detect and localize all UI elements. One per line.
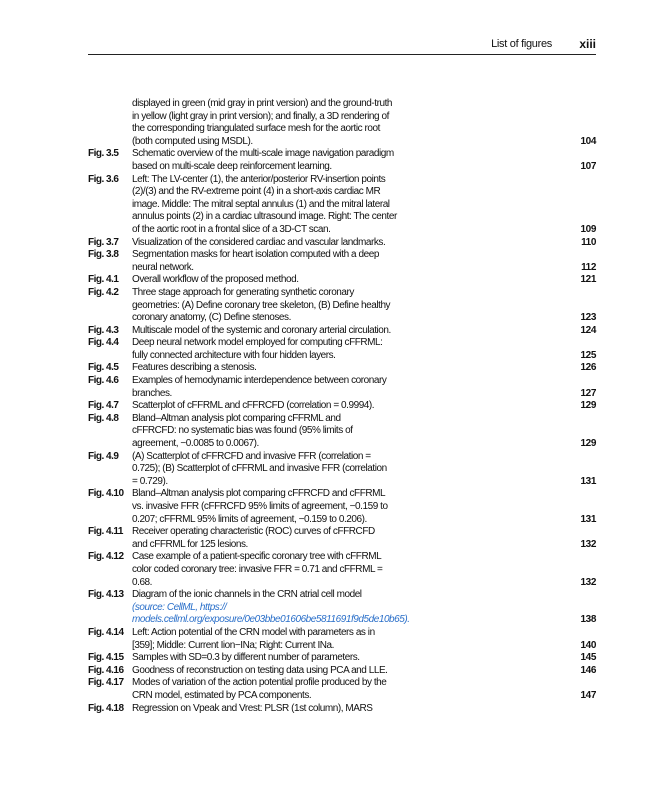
figure-label: Fig. 4.3 <box>88 324 119 336</box>
figure-label: Fig. 4.6 <box>88 375 119 387</box>
figure-label: Fig. 4.18 <box>88 702 124 714</box>
caption-line: Bland–Altman analysis plot comparing cFFRCFD and cFFRML <box>132 488 386 500</box>
caption-line: coronary anatomy, (C) Define stenoses. <box>132 312 291 324</box>
caption-line: (A) Scatterplot of cFFRCFD and invasive FFR (correlation = <box>132 450 371 462</box>
caption-line: Receiver operating characteristic (ROC) curves of cFFRCFD <box>132 526 375 538</box>
figure-page-number: 145 <box>580 652 596 664</box>
figure-entry <box>88 287 596 325</box>
figure-entry <box>88 274 596 287</box>
figure-entry <box>88 413 596 451</box>
figure-page-number: 132 <box>580 538 596 550</box>
figure-label: Fig. 3.5 <box>88 148 119 160</box>
figure-caption <box>132 174 422 237</box>
figure-caption <box>132 703 422 716</box>
figure-label: Fig. 3.6 <box>88 173 119 185</box>
header-rule <box>88 54 596 55</box>
figure-label: Fig. 3.7 <box>88 236 119 248</box>
caption-line: image. Middle: The mitral septal annulus (1) and the mitral lateral <box>132 198 390 210</box>
figure-page-number: 126 <box>580 362 596 374</box>
figure-label: Fig. 4.10 <box>88 488 124 500</box>
figure-label: Fig. 4.12 <box>88 551 124 563</box>
header-title: List of figures <box>491 38 552 50</box>
caption-line: Segmentation masks for heart isolation computed with a deep <box>132 249 379 261</box>
caption-line: [359]; Middle: Current Iion−INa; Right: Current INa. <box>132 639 334 651</box>
figure-entry <box>88 551 596 589</box>
caption-line: Three stage approach for generating synthetic coronary <box>132 286 354 298</box>
figure-entry <box>88 526 596 551</box>
figure-caption <box>132 627 422 652</box>
caption-line: color coded coronary tree: invasive FFR = 0.71 and cFFRML = <box>132 563 383 575</box>
figure-label: Fig. 4.11 <box>88 526 123 538</box>
figure-entry <box>88 362 596 375</box>
figure-caption <box>132 148 422 173</box>
figure-label: Fig. 4.8 <box>88 412 119 424</box>
figure-caption <box>132 287 422 325</box>
figure-caption <box>132 325 422 338</box>
caption-line: neural network. <box>132 261 194 273</box>
figure-page-number: 110 <box>581 236 596 248</box>
caption-line: 0.207; cFFRML 95% limits of agreement, −0.159 to 0.206). <box>132 513 367 525</box>
figure-caption <box>132 526 422 551</box>
figure-caption <box>132 362 422 375</box>
figure-page-number: 131 <box>580 513 596 525</box>
figure-page-number: 146 <box>580 664 596 676</box>
caption-line: annulus points (2) in a cardiac ultrasound image. Right: The center <box>132 211 397 223</box>
figure-label: Fig. 4.2 <box>88 286 119 298</box>
figure-label: Fig. 3.8 <box>88 249 119 261</box>
figure-page-number: 129 <box>580 438 596 450</box>
figure-page-number: 125 <box>580 349 596 361</box>
caption-line: displayed in green (mid gray in print version) and the ground-truth <box>132 98 393 109</box>
figure-entry <box>88 337 596 362</box>
figure-page-number: 129 <box>580 400 596 412</box>
figure-page-number: 112 <box>581 261 596 273</box>
figure-page-number: 147 <box>580 689 596 701</box>
caption-line: cFFRCFD: no systematic bias was found (95% limits of <box>132 425 353 437</box>
caption-line: Case example of a patient-specific coronary tree with cFFRML <box>132 551 382 563</box>
figure-caption <box>132 551 422 589</box>
figure-caption <box>132 488 422 526</box>
caption-line: Bland–Altman analysis plot comparing cFFRML and <box>132 412 341 424</box>
caption-line: Multiscale model of the systemic and coronary arterial circulation. <box>132 324 391 336</box>
figure-entry <box>88 400 596 413</box>
caption-line: the corresponding triangulated surface mesh for the aortic root <box>132 123 380 135</box>
figure-label: Fig. 4.5 <box>88 362 119 374</box>
figure-entry <box>88 665 596 678</box>
caption-line: in yellow (light gray in print version); and finally, a 3D rendering of <box>132 110 389 122</box>
figure-page-number: 109 <box>580 223 596 235</box>
figure-page-number: 123 <box>580 312 596 324</box>
figure-caption <box>132 400 422 413</box>
figure-entry <box>88 237 596 250</box>
figure-label: Fig. 4.15 <box>88 652 124 664</box>
caption-line: branches. <box>132 387 172 399</box>
figure-label: Fig. 4.7 <box>88 400 119 412</box>
figure-entry <box>88 375 596 400</box>
caption-line: 0.725); (B) Scatterplot of cFFRML and invasive FFR (correlation <box>132 463 387 475</box>
figure-caption <box>132 677 422 702</box>
caption-line: based on multi-scale deep reinforcement learning. <box>132 160 332 172</box>
caption-line: and cFFRML for 125 lesions. <box>132 538 248 550</box>
figure-label: Fig. 4.13 <box>88 589 124 601</box>
figure-caption <box>132 589 422 627</box>
figure-entry <box>88 677 596 702</box>
caption-line: (2)/(3) and the RV-extreme point (4) in a short-axis cardiac MR <box>132 186 381 198</box>
caption-line: Visualization of the considered cardiac and vascular landmarks. <box>132 236 386 248</box>
caption-line: = 0.729). <box>132 475 168 487</box>
figure-label: Fig. 4.17 <box>88 677 124 689</box>
figure-page-number: 107 <box>580 160 596 172</box>
caption-line: vs. invasive FFR (cFFRCFD 95% limits of agreement, −0.159 to <box>132 501 388 512</box>
caption-link-line[interactable]: (source: CellML, https:// <box>132 601 227 613</box>
figure-entry <box>88 249 596 274</box>
figure-page-number: 124 <box>580 324 596 336</box>
figure-caption <box>132 413 422 451</box>
figure-page-number: 121 <box>580 274 596 286</box>
figure-entry <box>88 148 596 173</box>
caption-line: Examples of hemodynamic interdependence between coronary <box>132 375 387 387</box>
figure-caption <box>132 98 422 148</box>
caption-link-line[interactable]: models.cellml.org/exposure/0e03bbe01606be5811691f9d5de10b65). <box>132 614 410 626</box>
caption-line: Modes of variation of the action potential profile produced by the <box>132 677 387 689</box>
figure-entry <box>88 703 596 716</box>
figure-page-number: 132 <box>580 576 596 588</box>
figure-caption <box>132 237 422 250</box>
figure-caption <box>132 652 422 665</box>
caption-line: Deep neural network model employed for computing cFFRML: <box>132 337 383 349</box>
figure-entry <box>88 627 596 652</box>
figure-entry <box>88 98 596 148</box>
caption-line: Samples with SD=0.3 by different number of parameters. <box>132 652 360 664</box>
figure-caption <box>132 665 422 678</box>
caption-line: Overall workflow of the proposed method. <box>132 274 299 286</box>
caption-line: agreement, −0.0085 to 0.0067). <box>132 438 259 450</box>
caption-line: Goodness of reconstruction on testing data using PCA and LLE. <box>132 664 388 676</box>
figure-caption <box>132 451 422 489</box>
caption-line: Features describing a stenosis. <box>132 362 257 374</box>
caption-line: (both computed using MSDL). <box>132 135 253 147</box>
caption-line: CRN model, estimated by PCA components. <box>132 689 312 701</box>
figure-page-number: 127 <box>580 387 596 399</box>
figure-page-number: 138 <box>580 614 596 626</box>
figure-label: Fig. 4.16 <box>88 664 124 676</box>
caption-line: of the aortic root in a frontal slice of a 3D-CT scan. <box>132 223 331 235</box>
list-of-figures <box>88 98 596 715</box>
figure-page-number: 140 <box>580 639 596 651</box>
figure-caption <box>132 249 422 274</box>
running-header <box>88 38 596 54</box>
caption-line: Regression on Vpeak and Vrest: PLSR (1st column), MARS <box>132 702 373 714</box>
header-page-number: xiii <box>579 37 596 51</box>
caption-line: Left: Action potential of the CRN model with parameters as in <box>132 626 375 638</box>
caption-line: Diagram of the ionic channels in the CRN atrial cell model <box>132 589 362 601</box>
figure-caption <box>132 337 422 362</box>
caption-line: Scatterplot of cFFRML and cFFRCFD (correlation = 0.9994). <box>132 400 375 412</box>
caption-line: Schematic overview of the multi-scale image navigation paradigm <box>132 148 394 160</box>
figure-entry <box>88 488 596 526</box>
figure-entry <box>88 174 596 237</box>
figure-label: Fig. 4.1 <box>88 274 119 286</box>
figure-entry <box>88 652 596 665</box>
figure-caption <box>132 274 422 287</box>
figure-label: Fig. 4.14 <box>88 626 124 638</box>
figure-entry <box>88 589 596 627</box>
figure-page-number: 131 <box>580 475 596 487</box>
figure-entry <box>88 451 596 489</box>
caption-line: 0.68. <box>132 576 152 588</box>
caption-line: geometries: (A) Define coronary tree skeleton, (B) Define healthy <box>132 299 391 311</box>
figure-caption <box>132 375 422 400</box>
caption-line: Left: The LV-center (1), the anterior/posterior RV-insertion points <box>132 173 386 185</box>
figure-label: Fig. 4.4 <box>88 337 119 349</box>
figure-entry <box>88 325 596 338</box>
figure-page-number: 104 <box>580 135 596 147</box>
figure-label: Fig. 4.9 <box>88 450 119 462</box>
caption-line: fully connected architecture with four hidden layers. <box>132 349 336 361</box>
